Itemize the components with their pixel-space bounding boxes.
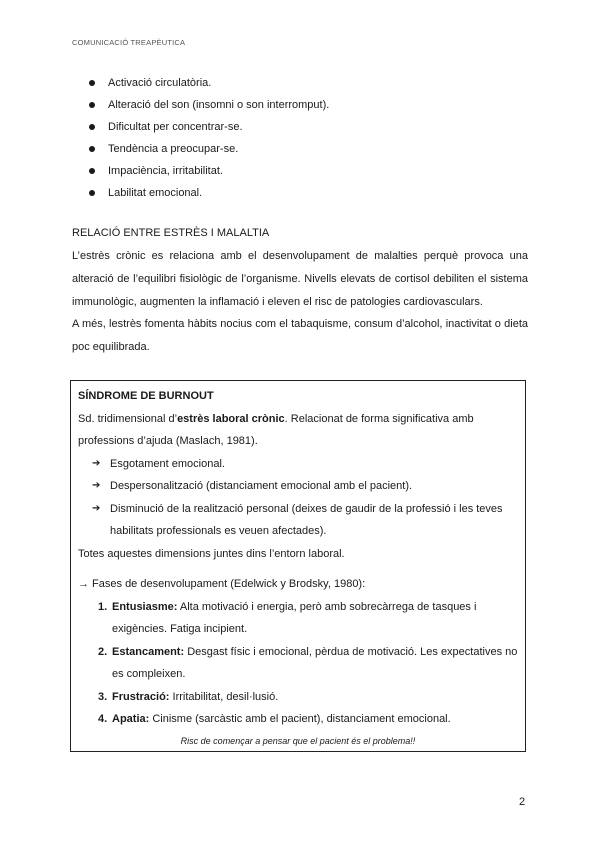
list-item: ➔ Esgotament emocional.	[92, 453, 518, 476]
warning-note: Risc de començar a pensar que el pacient és el problema!!	[180, 735, 416, 746]
phase-term: Entusiasme:	[112, 600, 178, 613]
box-title: SÍNDROME DE BURNOUT	[78, 390, 214, 402]
phase-list	[78, 596, 518, 731]
running-header: COMUNICACIÓ TREAPÈUTICA	[72, 38, 186, 47]
phase-number: 2.	[98, 645, 108, 658]
list-item: Alteració del son (insomni o son interromput).	[88, 94, 329, 116]
paragraph: L’estrès crònic es relaciona amb el desenvolupament de malalties perquè provoca una alteració de l’equilibri fisiològic de l’organisme. Nivells elevats de cortisol debiliten el sistema immunològic, augmenten la inflamació i eleven el risc de patologies cardiovasculars.	[72, 250, 528, 308]
list-item	[98, 686, 518, 709]
section-heading: RELACIÓ ENTRE ESTRÈS I MALALTIA	[72, 227, 270, 239]
phase-term: Apatia:	[112, 713, 150, 725]
list-item: Impaciència, irritabilitat.	[88, 160, 329, 182]
definition-suffix: . Relacionat de forma significativa amb professions d’ajuda (Maslach, 1981).	[78, 412, 474, 447]
list-item	[98, 596, 518, 641]
list-item: Activació circulatòria.	[88, 72, 329, 94]
list-item: ➔ Disminució de la realització personal (deixes de gaudir de la professió i les teves habilitats professionals es veuen afectades).	[92, 498, 518, 543]
burnout-box	[70, 380, 526, 752]
list-item	[98, 641, 518, 686]
definition-prefix: Sd. tridimensional d’	[78, 412, 178, 425]
burnout-definition	[78, 408, 518, 453]
list-item: Tendència a preocupar-se.	[88, 138, 329, 160]
symptom-list	[88, 72, 329, 204]
list-item: Dificultat per concentrar-se.	[88, 116, 329, 138]
list-item	[98, 708, 518, 731]
list-item: ➔ Despersonalització (distanciament emocional amb el pacient).	[92, 475, 518, 498]
list-item: Labilitat emocional.	[88, 182, 329, 204]
phase-desc: Irritabilitat, desil·lusió.	[172, 690, 279, 703]
definition-emphasis: estrès laboral crònic	[177, 412, 285, 425]
phase-number: 4.	[98, 713, 108, 725]
phase-desc: Cinisme (sarcàstic amb el pacient), distanciament emocional.	[152, 713, 451, 725]
section-body	[72, 245, 528, 359]
page-number: 2	[519, 796, 526, 808]
phase-desc: Desgast físic i emocional, pèrdua de motivació. Les expectatives no es compleixen.	[112, 645, 518, 680]
phase-term: Estancament:	[112, 645, 185, 658]
phase-desc: Alta motivació i energia, però amb sobrecàrrega de tasques i exigències. Fatiga incipient.	[112, 600, 477, 635]
dimensions-note: Totes aquestes dimensions juntes dins l’entorn laboral.	[78, 547, 345, 560]
phase-term: Frustració:	[112, 690, 170, 703]
paragraph: A més, lestrès fomenta hàbits nocius com el tabaquisme, consum d’alcohol, inactivitat o dieta poc equilibrada.	[72, 318, 528, 354]
phases-intro: → Fases de desenvolupament (Edelwick y Brodsky, 1980):	[78, 578, 366, 590]
dimension-list	[78, 453, 518, 543]
phase-number: 3.	[98, 690, 108, 703]
phase-number: 1.	[98, 600, 108, 613]
